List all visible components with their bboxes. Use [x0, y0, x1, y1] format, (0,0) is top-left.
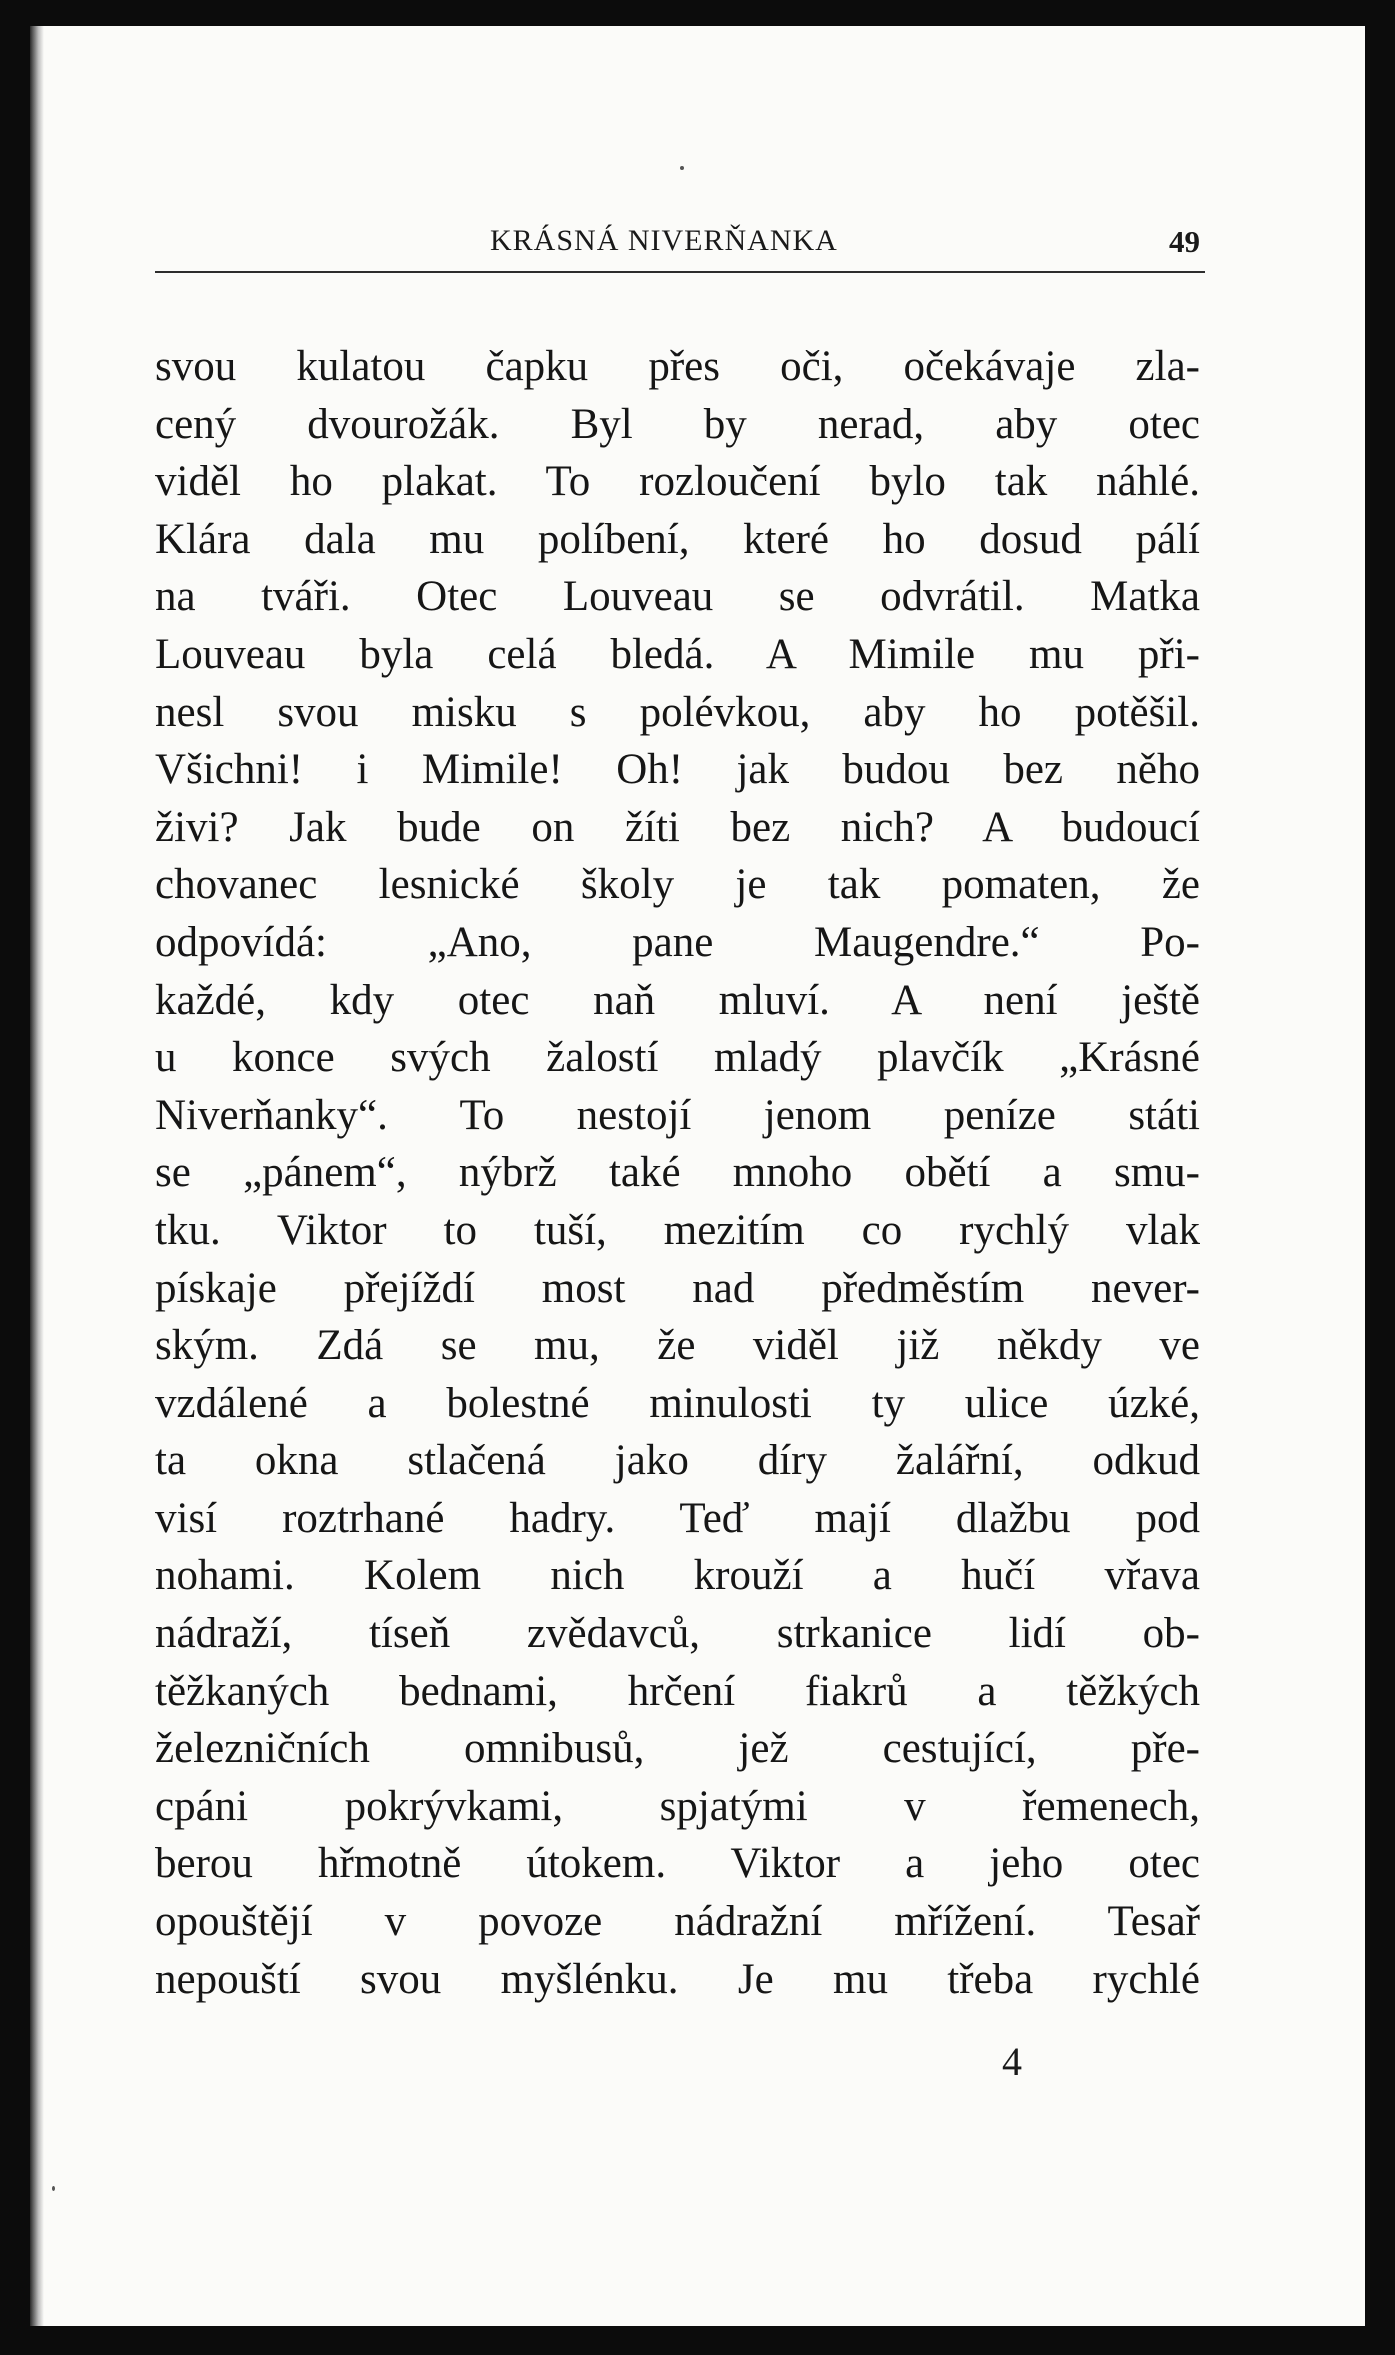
text-line: viděl ho plakat. To rozloučení bylo tak náhlé.: [155, 458, 1200, 506]
text-line: Niverňanky“. To nestojí jenom peníze státi: [155, 1091, 1200, 1139]
text-line: vzdálené a bolestné minulosti ty ulice úzké,: [155, 1379, 1200, 1427]
text-line: u konce svých žalostí mladý plavčík „Krásné: [155, 1034, 1200, 1082]
book-page: [30, 26, 1365, 2326]
header-rule: [155, 271, 1205, 273]
text-line: nesl svou misku s polévkou, aby ho potěšil.: [155, 688, 1200, 736]
text-line: visí roztrhané hadry. Teď mají dlažbu pod: [155, 1494, 1200, 1542]
page-number: 49: [1169, 224, 1200, 259]
text-line: nádraží, tíseň zvědavců, strkanice lidí ob-: [155, 1610, 1200, 1658]
text-line: se „pánem“, nýbrž také mnoho obětí a smu-: [155, 1149, 1200, 1197]
text-line: cpáni pokrývkami, spjatými v řemenech,: [155, 1782, 1200, 1830]
text-line: každé, kdy otec naň mluví. A není ještě: [155, 976, 1200, 1024]
text-line: nepouští svou myšlénku. Je mu třeba rychlé: [155, 1955, 1200, 2003]
body-text: [155, 338, 1200, 2008]
text-line: svou kulatou čapku přes oči, očekávaje zla-: [155, 343, 1200, 390]
text-line: cený dvourožák. Byl by nerad, aby otec: [155, 400, 1200, 448]
text-line: pískaje přejíždí most nad předměstím never-: [155, 1264, 1200, 1312]
text-line: Všichni! i Mimile! Oh! jak budou bez něho: [155, 746, 1200, 794]
running-head: [160, 214, 1200, 274]
text-line: opouštějí v povoze nádražní mřížení. Tesař: [155, 1898, 1200, 1946]
text-line: těžkaných bednami, hrčení fiakrů a těžkých: [155, 1667, 1200, 1715]
text-line: ským. Zdá se mu, že viděl již někdy ve: [155, 1322, 1200, 1370]
text-line: Louveau byla celá bledá. A Mimile mu při-: [155, 630, 1200, 678]
text-line: Klára dala mu políbení, které ho dosud pálí: [155, 515, 1200, 563]
scan-speck: [52, 2186, 55, 2191]
text-line: chovanec lesnické školy je tak pomaten, že: [155, 861, 1200, 909]
text-line: ta okna stlačená jako díry žalářní, odkud: [155, 1437, 1200, 1485]
scan-speck: [680, 166, 684, 170]
text-line: na tváři. Otec Louveau se odvrátil. Matka: [155, 573, 1200, 621]
text-line: odpovídá: „Ano, pane Maugendre.“ Po-: [155, 918, 1200, 966]
text-line: berou hřmotně útokem. Viktor a jeho otec: [155, 1840, 1200, 1888]
text-line: železničních omnibusů, jež cestující, pře-: [155, 1725, 1200, 1773]
text-line: tku. Viktor to tuší, mezitím co rychlý vlak: [155, 1206, 1200, 1254]
signature-mark: 4: [1002, 2039, 1022, 2084]
running-title: KRÁSNÁ NIVERŇANKA: [490, 224, 838, 257]
text-line: živi? Jak bude on žíti bez nich? A budoucí: [155, 803, 1200, 851]
binding-edge-shadow: [30, 26, 44, 2326]
text-line: nohami. Kolem nich krouží a hučí vřava: [155, 1552, 1200, 1600]
